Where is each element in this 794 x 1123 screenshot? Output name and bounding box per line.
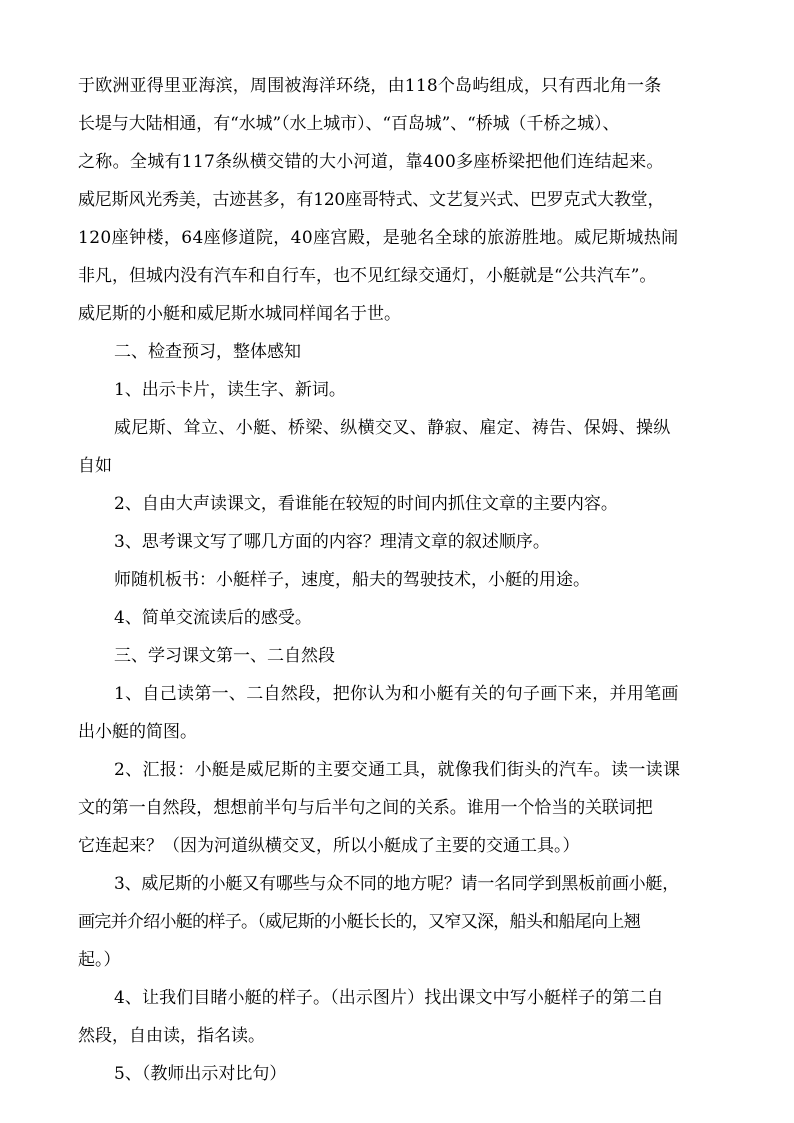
text-line: 之称。全城有117条纵横交错的大小河道，靠400多座桥梁把他们连结起来。 xyxy=(78,152,664,172)
text-line: 120座钟楼，64座修道院，40座宫殿，是驰名全球的旅游胜地。威尼斯城热闹 xyxy=(78,228,679,248)
text-line: 文的第一自然段，想想前半句与后半句之间的关系。谁用一个恰当的关联词把 xyxy=(78,798,653,818)
text-line: 它连起来？（因为河道纵横交叉，所以小艇成了主要的交通工具。） xyxy=(78,836,580,856)
text-line: 于欧洲亚得里亚海滨，周围被海洋环绕，由118个岛屿组成，只有西北角一条 xyxy=(78,76,662,96)
text-line: 4、简单交流读后的感受。 xyxy=(114,608,312,628)
text-line: 4、让我们目睹小艇的样子。（出示图片）找出课文中写小艇样子的第二自 xyxy=(114,988,664,1008)
text-line: 5、（教师出示对比句） xyxy=(114,1064,287,1084)
section-heading: 二、检查预习，整体感知 xyxy=(114,342,301,362)
section-heading: 三、学习课文第一、二自然段 xyxy=(114,646,335,666)
text-line: 2、自由大声读课文，看谁能在较短的时间内抓住文章的主要内容。 xyxy=(114,494,618,514)
text-line: 3、思考课文写了哪几方面的内容？理清文章的叙述顺序。 xyxy=(114,532,550,552)
text-line: 威尼斯、耸立、小艇、桥梁、纵横交叉、静寂、雇定、祷告、保姆、操纵 xyxy=(114,418,671,438)
text-line: 出小艇的简图。 xyxy=(78,722,197,742)
text-line: 威尼斯风光秀美，古迹甚多，有120座哥特式、文艺复兴式、巴罗克式大教堂， xyxy=(78,190,665,210)
text-line: 1、自己读第一、二自然段，把你认为和小艇有关的句子画下来，并用笔画 xyxy=(114,684,679,704)
text-line: 2、汇报：小艇是威尼斯的主要交通工具，就像我们街头的汽车。读一读课 xyxy=(114,760,681,780)
text-line: 然段，自由读，指名读。 xyxy=(78,1026,265,1046)
text-line: 1、出示卡片，读生字、新词。 xyxy=(114,380,346,400)
text-line: 自如 xyxy=(78,456,112,476)
text-line: 画完并介绍小艇的样子。（威尼斯的小艇长长的，又窄又深，船头和船尾向上翘 xyxy=(78,912,640,932)
text-line: 起。） xyxy=(78,950,121,970)
text-line: 长堤与大陆相通，有“水城”（水上城市）、“百岛城”、“桥城（千桥之城）、 xyxy=(78,114,620,134)
text-line: 威尼斯的小艇和威尼斯水城同样闻名于世。 xyxy=(78,304,401,324)
text-line: 非凡，但城内没有汽车和自行车，也不见红绿交通灯，小艇就是“公共汽车”。 xyxy=(78,266,657,286)
text-line: 师随机板书：小艇样子，速度，船夫的驾驶技术，小艇的用途。 xyxy=(114,570,590,590)
text-line: 3、威尼斯的小艇又有哪些与众不同的地方呢？请一名同学到黑板前画小艇， xyxy=(114,874,680,894)
